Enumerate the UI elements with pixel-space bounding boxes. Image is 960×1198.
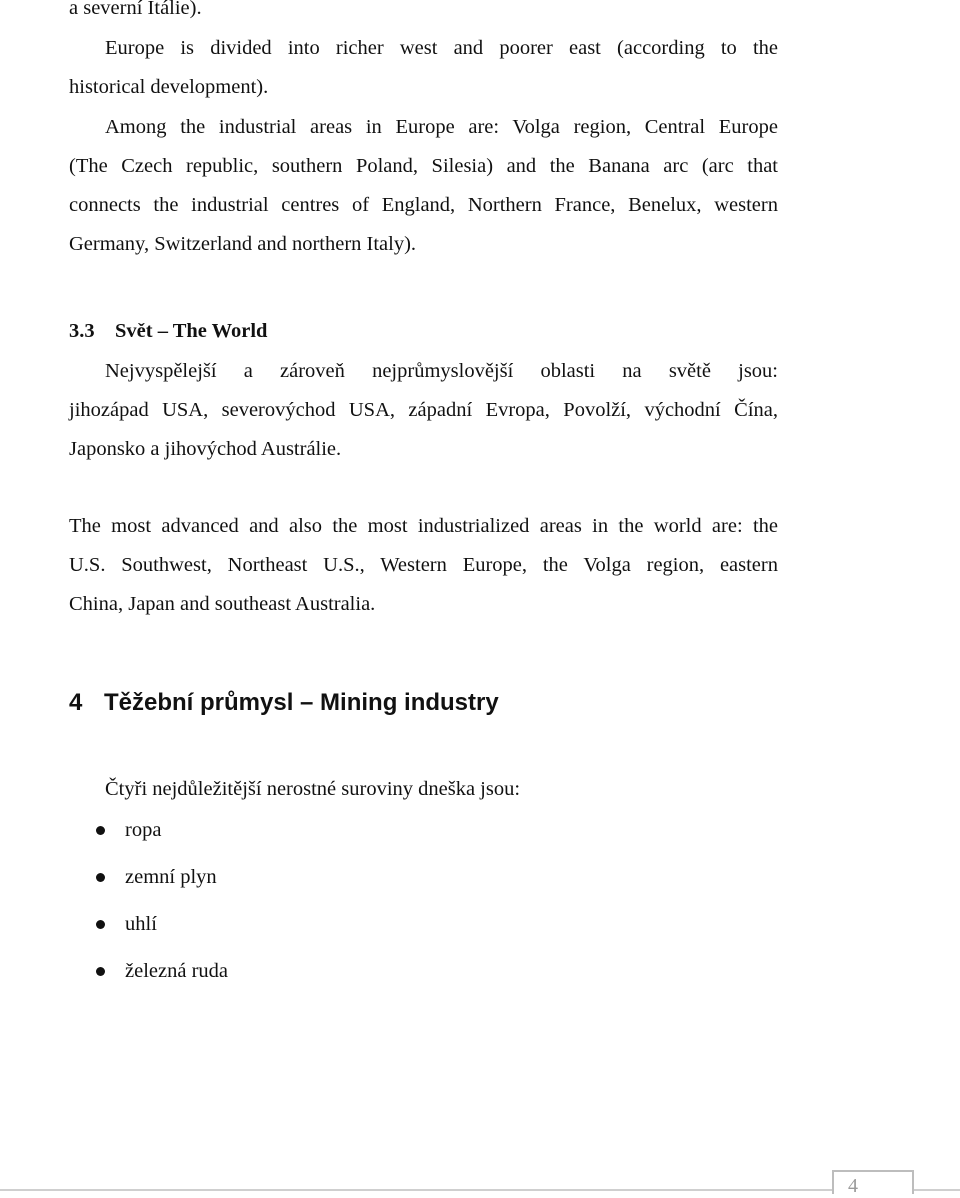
page-number-box xyxy=(832,1170,914,1197)
paragraph-line: (The Czech republic, southern Poland, Silesia) and the Banana arc (arc that xyxy=(69,155,778,177)
footer-divider xyxy=(0,1189,960,1191)
section-title: Svět – The World xyxy=(115,320,268,342)
section-number: 3.3 xyxy=(69,320,95,342)
paragraph-line: historical development). xyxy=(69,76,269,98)
section-title: Těžební průmysl – Mining industry xyxy=(104,689,499,716)
bullet-icon xyxy=(96,873,105,882)
page-number: 4 xyxy=(848,1175,858,1197)
paragraph-line: Nejvyspělejší a zároveň nejprůmyslovější oblasti na světě jsou: xyxy=(105,360,778,382)
list-intro: Čtyři nejdůležitější nerostné suroviny dneška jsou: xyxy=(105,778,521,800)
section-number: 4 xyxy=(69,689,83,716)
paragraph-line: Among the industrial areas in Europe are: Volga region, Central Europe xyxy=(105,116,778,138)
list-item-text: železná ruda xyxy=(125,960,228,982)
section-heading-3-3 xyxy=(69,318,267,344)
bullet-icon xyxy=(96,826,105,835)
paragraph-line: Europe is divided into richer west and poorer east (according to the xyxy=(105,37,778,59)
paragraph-line: a severní Itálie). xyxy=(69,0,202,19)
list-item-text: zemní plyn xyxy=(125,866,217,888)
paragraph-line: jihozápad USA, severovýchod USA, západní Evropa, Povolží, východní Čína, xyxy=(69,399,778,421)
paragraph-line: China, Japan and southeast Australia. xyxy=(69,593,376,615)
paragraph-line: Germany, Switzerland and northern Italy). xyxy=(69,233,417,255)
section-heading-4 xyxy=(69,688,499,718)
bullet-icon xyxy=(96,920,105,929)
paragraph-line: U.S. Southwest, Northeast U.S., Western Europe, the Volga region, eastern xyxy=(69,554,778,576)
paragraph-line: Japonsko a jihovýchod Austrálie. xyxy=(69,438,342,460)
list-item-text: ropa xyxy=(125,819,162,841)
bullet-icon xyxy=(96,967,105,976)
paragraph-line: The most advanced and also the most industrialized areas in the world are: the xyxy=(69,515,778,537)
list-item-text: uhlí xyxy=(125,913,157,935)
paragraph-line: connects the industrial centres of England, Northern France, Benelux, western xyxy=(69,194,778,216)
